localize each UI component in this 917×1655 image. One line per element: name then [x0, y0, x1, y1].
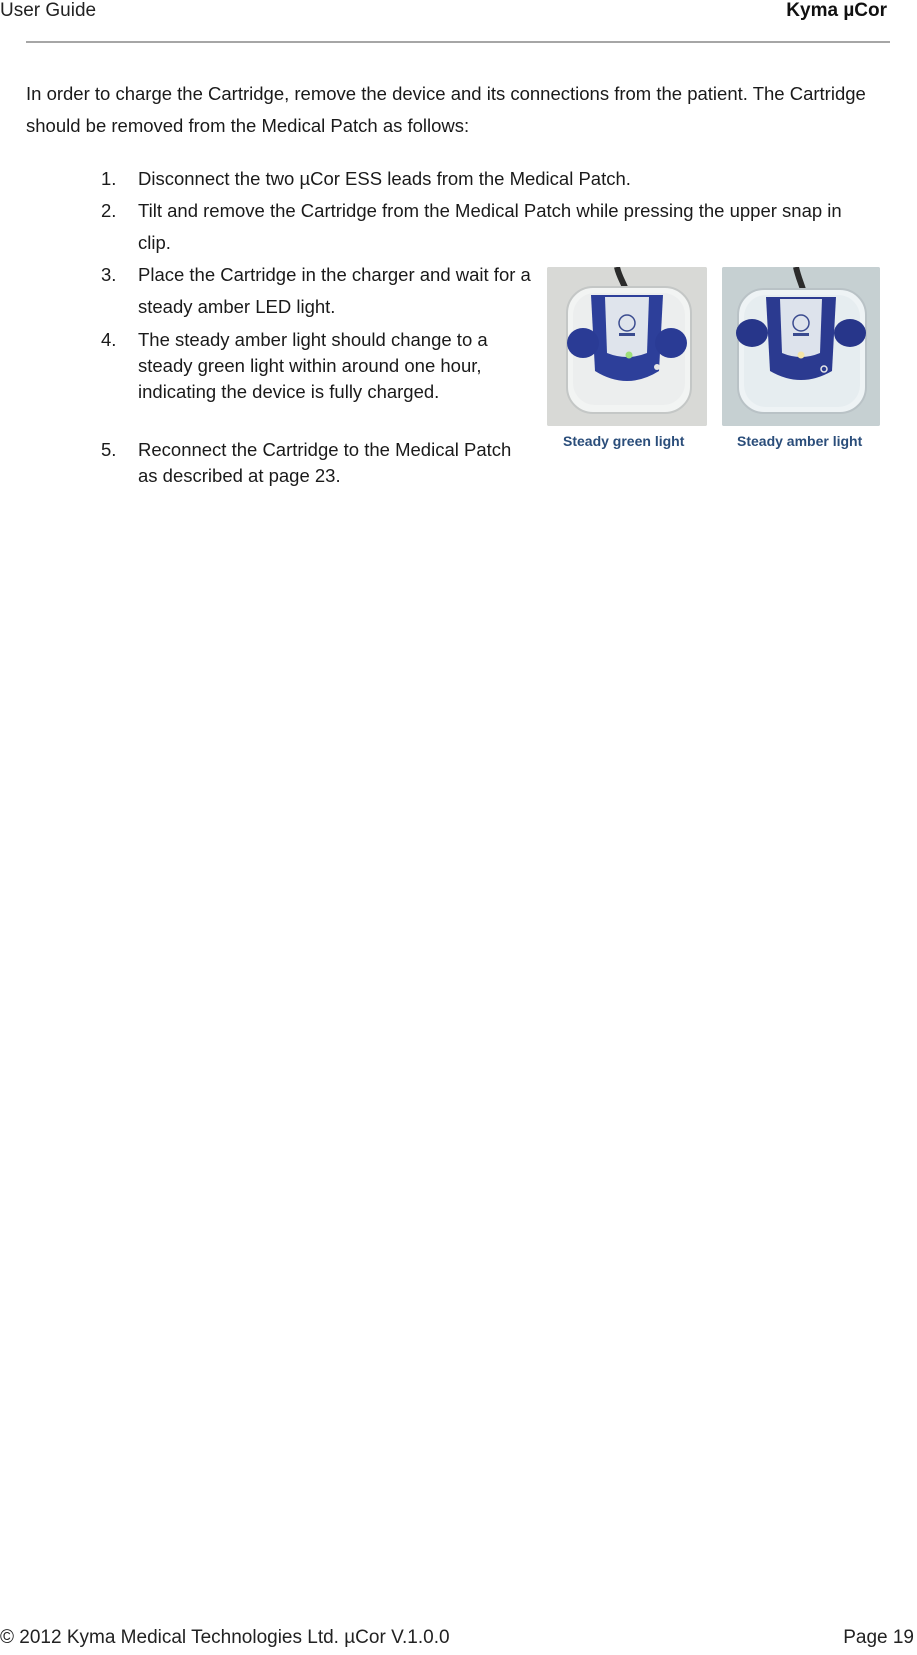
- header-product-name: Kyma µCor: [786, 0, 887, 21]
- step-number: 4.: [101, 329, 117, 350]
- step-number: 2.: [101, 200, 117, 221]
- header-divider: [26, 41, 890, 43]
- led-indicator: [626, 352, 633, 359]
- step-text: Disconnect the two µCor ESS leads from the Medical Patch.: [138, 168, 631, 189]
- charger-photo-green: [547, 267, 707, 426]
- step-text: Tilt and remove the Cartridge from the Medical Patch while pressing the upper snap in clip.: [138, 200, 842, 253]
- caption-green-light: Steady green light: [563, 433, 685, 449]
- caption-amber-light: Steady amber light: [737, 433, 863, 449]
- step-number: 1.: [101, 168, 117, 189]
- charger-photo-amber: [722, 267, 880, 426]
- step-text: Reconnect the Cartridge to the Medical Patch as described at page 23.: [138, 439, 512, 486]
- step-text: The steady amber light should change to a steady green light within around one hour, indicating the device is fully charged.: [138, 329, 488, 402]
- footer-page-number: Page 19: [843, 1627, 914, 1648]
- charger-image: [722, 267, 880, 426]
- step-text: Place the Cartridge in the charger and wait for a steady amber LED light.: [138, 264, 531, 317]
- charger-image: [547, 267, 707, 426]
- step-number: 3.: [101, 264, 117, 285]
- led-indicator: [798, 352, 805, 359]
- header-doc-type: User Guide: [0, 0, 97, 21]
- intro-paragraph: In order to charge the Cartridge, remove the device and its connections from the patient. The Cartridge should be removed from the Medical Patch as follows:: [26, 83, 866, 136]
- footer-copyright: © 2012 Kyma Medical Technologies Ltd. µCor V.1.0.0: [0, 1627, 450, 1648]
- step-number: 5.: [101, 439, 117, 460]
